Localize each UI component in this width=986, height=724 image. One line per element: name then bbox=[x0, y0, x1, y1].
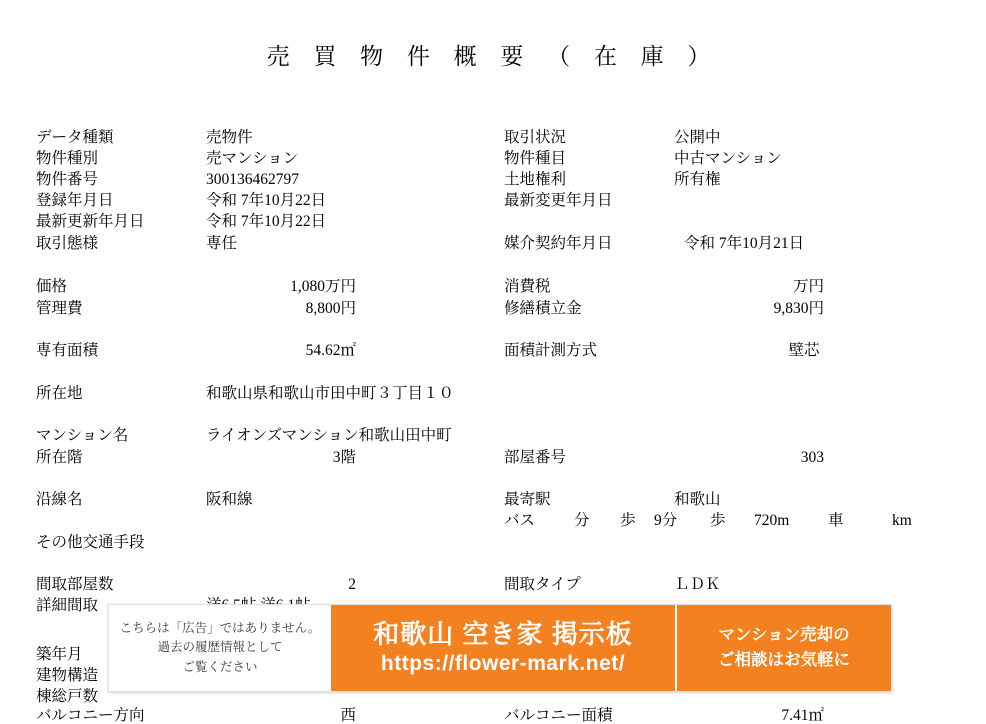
ad-disclaimer-line2: 過去の履歴情報として bbox=[157, 640, 283, 655]
value-room-number: 303 bbox=[800, 449, 824, 466]
label-walk: 歩 bbox=[620, 512, 636, 529]
label-land-right: 土地権利 bbox=[504, 171, 567, 188]
label-registration-date: 登録年月日 bbox=[36, 192, 114, 209]
label-room-number: 部屋番号 bbox=[504, 449, 567, 466]
value-walk-distance: 720m bbox=[754, 512, 790, 529]
value-nearest-station: 和歌山 bbox=[674, 491, 721, 508]
label-room-count: 間取部屋数 bbox=[36, 576, 114, 593]
label-bus: バス bbox=[504, 512, 536, 529]
value-management-fee: 8,800円 bbox=[305, 300, 356, 317]
label-management-fee: 管理費 bbox=[36, 300, 83, 317]
label-consumption-tax: 消費税 bbox=[504, 278, 551, 295]
value-building-name: ライオンズマンション和歌山田中町 bbox=[206, 427, 452, 444]
value-repair-reserve: 9,830円 bbox=[773, 300, 824, 317]
value-property-kind: 中古マンション bbox=[674, 150, 782, 167]
value-consumption-tax: 万円 bbox=[792, 278, 824, 295]
label-nearest-station: 最寄駅 bbox=[504, 491, 551, 508]
value-room-count: 2 bbox=[348, 576, 356, 593]
label-layout-type: 間取タイプ bbox=[504, 576, 581, 593]
value-property-class: 売マンション bbox=[206, 150, 299, 167]
value-deal-form: 専任 bbox=[206, 235, 238, 252]
value-brokerage-contract-date: 令和 7年10月21日 bbox=[684, 235, 805, 252]
label-bus-minutes: 分 bbox=[574, 512, 590, 529]
label-data-type: データ種類 bbox=[36, 129, 114, 146]
ad-contact-line2: ご相談はお気軽に bbox=[718, 651, 850, 669]
ad-contact-message[interactable] bbox=[675, 605, 891, 691]
label-car: 車 bbox=[828, 512, 844, 529]
label-area-measure-method: 面積計測方式 bbox=[504, 342, 598, 359]
label-layout-detail: 詳細間取 bbox=[36, 597, 99, 614]
label-address: 所在地 bbox=[36, 385, 83, 402]
label-last-change-date: 最新変更年月日 bbox=[504, 192, 613, 209]
value-area-measure-method: 壁芯 bbox=[788, 342, 820, 359]
label-balcony-direction: バルコニー方向 bbox=[36, 707, 145, 724]
value-last-update-date: 令和 7年10月22日 bbox=[206, 213, 327, 230]
label-walk-2: 歩 bbox=[710, 512, 726, 529]
value-line-name: 阪和線 bbox=[206, 491, 253, 508]
label-brokerage-contract-date: 媒介契約年月日 bbox=[504, 235, 613, 252]
label-balcony-area: バルコニー面積 bbox=[504, 707, 613, 724]
label-property-number: 物件番号 bbox=[36, 171, 99, 188]
label-property-class: 物件種別 bbox=[36, 150, 99, 167]
label-building-structure: 建物構造 bbox=[36, 667, 99, 684]
ad-contact-line1: マンション売却の bbox=[718, 626, 850, 645]
label-property-kind: 物件種目 bbox=[504, 150, 567, 167]
label-line-name: 沿線名 bbox=[36, 491, 83, 508]
label-price: 価格 bbox=[36, 278, 68, 295]
label-deal-form: 取引態様 bbox=[36, 235, 99, 252]
value-walk-minutes: 9分 bbox=[654, 512, 678, 529]
value-layout-type: ＬＤＫ bbox=[674, 576, 721, 593]
label-floor: 所在階 bbox=[36, 449, 83, 466]
label-repair-reserve: 修繕積立金 bbox=[504, 300, 582, 317]
value-price: 1,080万円 bbox=[290, 278, 356, 295]
label-car-km: km bbox=[892, 512, 912, 529]
ad-banner[interactable] bbox=[108, 604, 892, 692]
ad-url[interactable]: https://flower-mark.net/ bbox=[380, 652, 626, 676]
label-deal-status: 取引状況 bbox=[504, 129, 567, 146]
label-build-year: 築年月 bbox=[36, 646, 83, 663]
value-registration-date: 令和 7年10月22日 bbox=[206, 192, 327, 209]
ad-disclaimer-line1: こちらは「広告」ではありません。 bbox=[119, 620, 321, 635]
value-balcony-area: 7.41㎡ bbox=[781, 707, 824, 724]
value-property-number: 300136462797 bbox=[206, 171, 299, 188]
value-balcony-direction: 西 bbox=[340, 707, 356, 724]
label-building-name: マンション名 bbox=[36, 427, 129, 444]
ad-main-link[interactable] bbox=[331, 605, 675, 691]
value-deal-status: 公開中 bbox=[674, 129, 721, 146]
value-floor: 3階 bbox=[332, 449, 356, 466]
ad-disclaimer-line3: ご覧ください bbox=[182, 659, 258, 674]
value-data-type: 売物件 bbox=[206, 129, 253, 146]
label-last-update-date: 最新更新年月日 bbox=[36, 213, 145, 230]
ad-title: 和歌山 空き家 掲示板 bbox=[373, 618, 633, 649]
ad-disclaimer bbox=[109, 605, 331, 691]
label-other-transport: その他交通手段 bbox=[36, 534, 145, 551]
label-exclusive-area: 専有面積 bbox=[36, 342, 99, 359]
page-title: 売 買 物 件 概 要 （ 在 庫 ） bbox=[266, 44, 720, 69]
value-address: 和歌山県和歌山市田中町３丁目１０ bbox=[206, 385, 455, 402]
value-land-right: 所有権 bbox=[674, 171, 721, 188]
value-exclusive-area: 54.62㎡ bbox=[305, 342, 356, 359]
label-total-units: 棟総戸数 bbox=[36, 688, 99, 705]
